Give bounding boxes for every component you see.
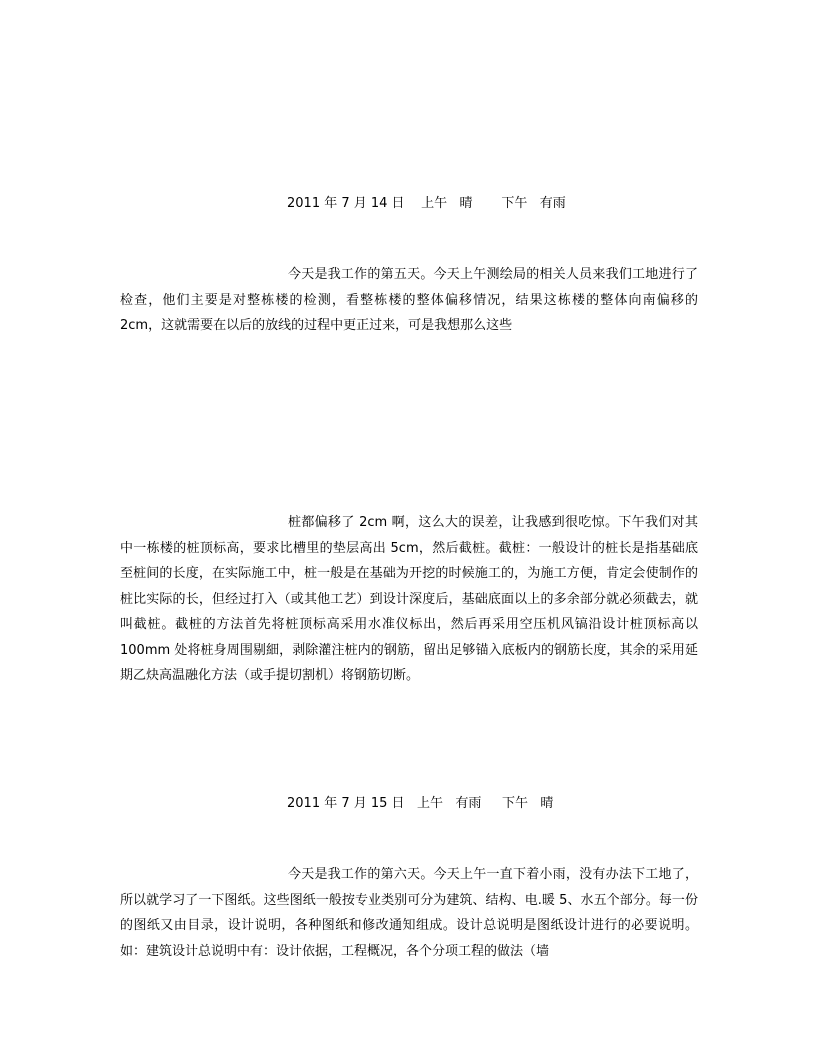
entry-heading-2: 2011 年 7 月 15 日 上午 有雨 下午 晴: [287, 796, 554, 811]
entry-2-paragraph-1: 今天是我工作的第六天。今天上午一直下着小雨，没有办法下工地了，所以就学习了一下图纸。这些图纸一般按专业类别可分为建筑、结构、电.暖 5、水五个部分。每一份的图纸又由目录，设计说明，各种图纸和修改通知组成。设计总说明是图纸设计进行的必要说明。如：建筑设计总说明中有：设计依据，工程概况，各个分项工程的做法（墙: [120, 867, 698, 959]
entry-1-paragraph-1: 今天是我工作的第五天。今天上午测绘局的相关人员来我们工地进行了检查，他们主要是对整栋楼的检测，看整栋楼的整体偏移情况，结果这栋楼的整体向南偏移的 2cm，这就需要在以后的放线的过程中更正过来，可是我想那么这些: [120, 267, 698, 333]
entry-1-paragraph-2: 桩都偏移了 2cm 啊，这么大的误差，让我感到很吃惊。下午我们对其中一栋楼的桩顶标高，要求比槽里的垫层高出 5cm，然后截桩。截桩：一般设计的桩长是指基础底至桩间的长度，在实际施工中，桩一般是在基础为开挖的时候施工的，为施工方便，肯定会使制作的桩比实际的长，但经过打入（或其他工艺）到设计深度后，基础底面以上的多余部分就必须截去，就叫截桩。截桩的方法首先将桩顶标高采用水准仪标出，然后再采用空压机风镐沿设计桩顶标高以 100mm 处将桩身周围剔細，剥除灌注桩内的钢筋，留出足够锚入底板内的钢筋长度，其余的采用延期乙炔高温融化方法（或手提切割机）将钢筋切断。: [120, 515, 698, 683]
entry-heading-1: 2011 年 7 月 14 日 上午 晴 下午 有雨: [287, 196, 566, 211]
